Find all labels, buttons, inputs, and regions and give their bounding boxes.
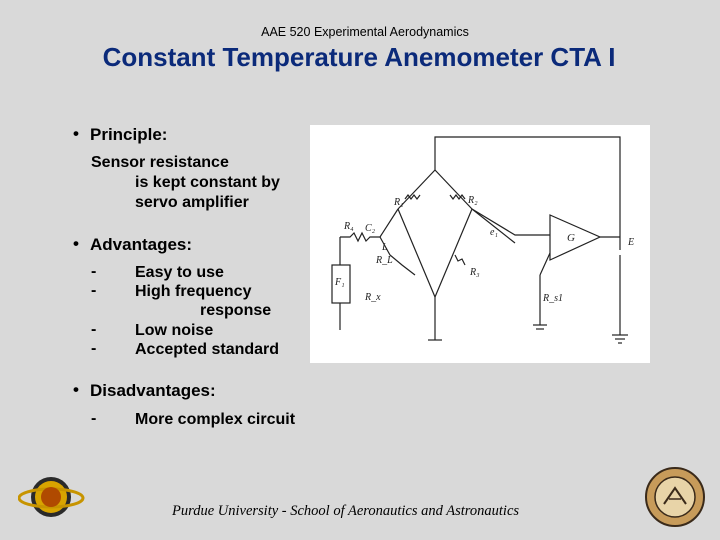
disadvantages-label: Disadvantages: — [90, 381, 216, 400]
principle-line-3: servo amplifier — [135, 194, 249, 211]
svg-text:R₄: R₄ — [344, 221, 354, 232]
advantage-item-continued: response — [200, 302, 272, 319]
dash-icon: - — [91, 321, 97, 338]
advantage-item: High frequency — [135, 283, 252, 300]
saturn-logo-icon — [18, 468, 88, 531]
svg-text:R₁: R₁ — [394, 197, 404, 208]
advantages-label: Advantages: — [90, 235, 193, 254]
course-header: AAE 520 Experimental Aerodynamics — [261, 25, 469, 39]
purdue-seal-icon — [644, 466, 706, 533]
circuit-schematic-icon — [310, 125, 650, 363]
cta-circuit-diagram — [310, 125, 650, 363]
svg-text:E: E — [628, 237, 635, 248]
svg-text:L: L — [382, 242, 388, 253]
dash-icon: - — [91, 263, 97, 280]
dash-icon: - — [91, 410, 97, 427]
svg-text:e₁: e₁ — [490, 227, 498, 238]
svg-text:R₂: R₂ — [468, 195, 478, 206]
disadvantage-item: More complex circuit — [135, 411, 296, 428]
advantage-item: Low noise — [135, 322, 214, 339]
svg-text:R_x: R_x — [365, 292, 381, 303]
svg-text:R₃: R₃ — [470, 267, 480, 278]
svg-text:F₁: F₁ — [335, 277, 345, 288]
bullet-dot-icon: • — [73, 234, 79, 253]
principle-line-2: is kept constant by — [135, 174, 280, 191]
footer-text: Purdue University - School of Aeronautics and Astronautics — [172, 503, 520, 519]
svg-text:C₂: C₂ — [365, 223, 376, 234]
principle-line-1: Sensor resistance — [91, 154, 229, 171]
bullet-dot-icon: • — [73, 380, 79, 399]
svg-text:G: G — [567, 232, 575, 244]
advantage-item: Accepted standard — [135, 341, 280, 358]
svg-text:R_s1: R_s1 — [543, 293, 563, 304]
advantage-item: Easy to use — [135, 264, 224, 281]
slide-title: Constant Temperature Anemometer CTA I — [102, 42, 616, 72]
svg-text:R_L: R_L — [376, 255, 393, 266]
dash-icon: - — [91, 340, 97, 357]
bullet-dot-icon: • — [73, 124, 79, 143]
principle-label: Principle: — [90, 125, 168, 144]
dash-icon: - — [91, 282, 97, 299]
